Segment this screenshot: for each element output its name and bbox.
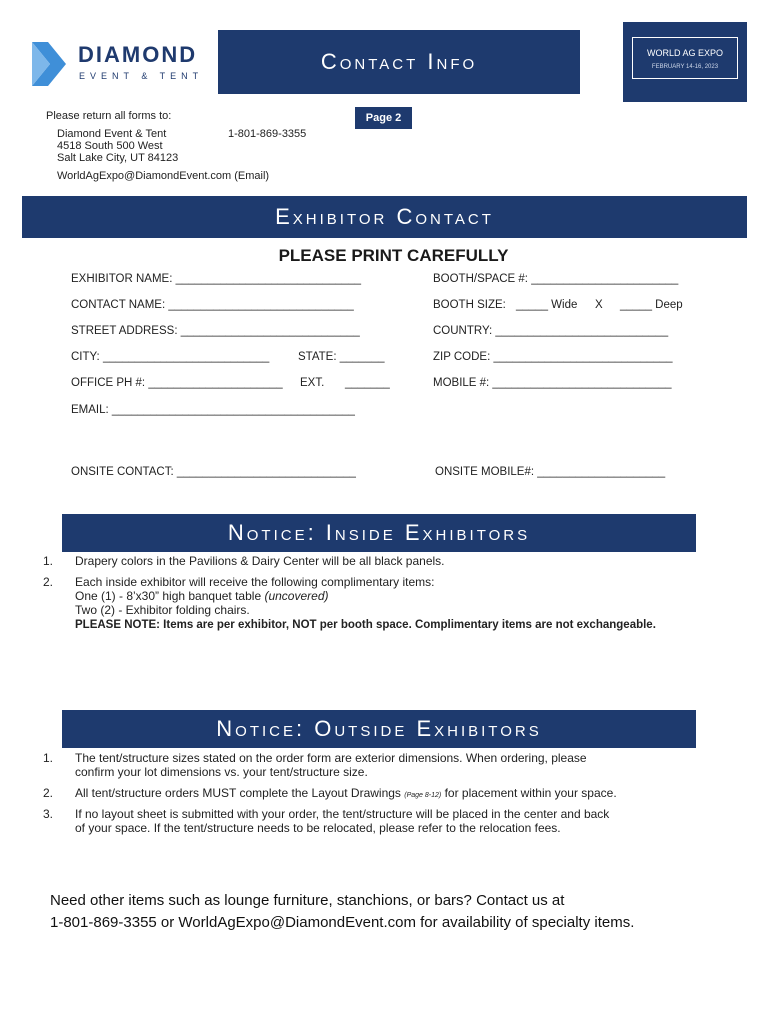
section-outside-exhibitors: Notice: Outside Exhibitors	[62, 710, 696, 748]
list-number: 1.	[42, 554, 53, 568]
outside-item-2-tail: for placement within your space.	[444, 786, 617, 800]
inside-item-2-line-3: Two (2) - Exhibitor folding chairs.	[75, 603, 250, 617]
booth-size-label: BOOTH SIZE:	[433, 299, 506, 311]
exhibitor-name-field[interactable]: EXHIBITOR NAME: _____________________________	[71, 273, 362, 285]
outside-item-3-line-2: of your space. If the tent/structure needs to be relocated, please refer to the relocation fees.	[75, 821, 561, 835]
return-email[interactable]: WorldAgExpo@DiamondEvent.com (Email)	[57, 170, 270, 182]
print-carefully-heading: PLEASE PRINT CAREFULLY	[278, 246, 509, 265]
footer-line-2: 1-801-869-3355 or WorldAgExpo@DiamondEvent.com for availability of specialty items.	[50, 914, 635, 931]
uncovered-note: (uncovered)	[264, 589, 329, 603]
mobile-field[interactable]: MOBILE #: ____________________________	[433, 377, 672, 389]
section-exhibitor-contact: Exhibitor Contact	[22, 196, 747, 238]
logo-wordmark: DIAMOND	[78, 42, 198, 67]
return-city: Salt Lake City, UT 84123	[57, 152, 179, 164]
page-reference: (Page 8-12)	[404, 792, 442, 799]
street-address-field[interactable]: STREET ADDRESS: ____________________________	[71, 325, 360, 337]
booth-size-x: X	[595, 299, 603, 311]
inside-please-note: PLEASE NOTE: Items are per exhibitor, NOT per booth space. Complimentary items are not exchangeable.	[75, 619, 656, 631]
badge-date: FEBRUARY 14-16, 2023	[651, 64, 719, 70]
page-title: Contact Info	[320, 49, 478, 74]
return-phone: 1-801-869-3355	[228, 128, 307, 140]
badge-title: WORLD AG EXPO	[646, 48, 724, 58]
zip-code-field[interactable]: ZIP CODE: ____________________________	[433, 351, 673, 363]
diamond-arrow-icon	[28, 40, 76, 88]
list-number: 1.	[42, 751, 53, 765]
email-field[interactable]: EMAIL: ______________________________________	[71, 404, 355, 416]
booth-width-field[interactable]: _____ Wide	[516, 299, 578, 311]
outside-item-1-line-2: confirm your lot dimensions vs. your tent/structure size.	[75, 765, 368, 779]
booth-depth-field[interactable]: _____ Deep	[620, 299, 683, 311]
outside-item-2-text: All tent/structure orders MUST complete the Layout Drawings	[75, 786, 401, 800]
return-company: Diamond Event & Tent	[57, 128, 167, 140]
inside-item-1: Drapery colors in the Pavilions & Dairy Center will be all black panels.	[75, 554, 445, 568]
city-field[interactable]: CITY: __________________________	[71, 351, 270, 363]
list-number: 2.	[42, 575, 53, 589]
inside-item-2: Each inside exhibitor will receive the following complimentary items:	[75, 575, 435, 589]
list-number: 2.	[42, 786, 53, 800]
office-phone-field[interactable]: OFFICE PH #: _____________________	[71, 377, 283, 389]
onsite-mobile-field[interactable]: ONSITE MOBILE#: ____________________	[435, 466, 666, 478]
section-inside-exhibitors: Notice: Inside Exhibitors	[62, 514, 696, 552]
onsite-contact-field[interactable]: ONSITE CONTACT: ____________________________	[71, 466, 356, 478]
state-field[interactable]: STATE: _______	[298, 351, 385, 363]
outside-item-2	[75, 786, 617, 803]
logo-subtitle: EVENT & TENT	[79, 71, 204, 81]
contact-name-field[interactable]: CONTACT NAME: _____________________________	[71, 299, 354, 311]
table-item-text: One (1) - 8’x30” high banquet table	[75, 589, 265, 603]
booth-space-field[interactable]: BOOTH/SPACE #: _______________________	[433, 273, 679, 285]
badge-frame	[632, 37, 738, 79]
outside-item-3: If no layout sheet is submitted with your order, the tent/structure will be placed in the center and back	[75, 807, 610, 821]
return-street: 4518 South 500 West	[57, 140, 163, 152]
page-number-badge: Page 2	[355, 107, 412, 129]
list-number: 3.	[42, 807, 53, 821]
ext-label: EXT.	[300, 377, 325, 389]
outside-item-1: The tent/structure sizes stated on the order form are exterior dimensions. When ordering, please	[75, 751, 587, 765]
footer-line-1: Need other items such as lounge furniture, stanchions, or bars? Contact us at	[50, 892, 565, 909]
return-label: Please return all forms to:	[46, 110, 172, 122]
country-field[interactable]: COUNTRY: ___________________________	[433, 325, 669, 337]
ext-field[interactable]: _______	[345, 377, 390, 389]
inside-item-2-line-2	[75, 589, 328, 603]
